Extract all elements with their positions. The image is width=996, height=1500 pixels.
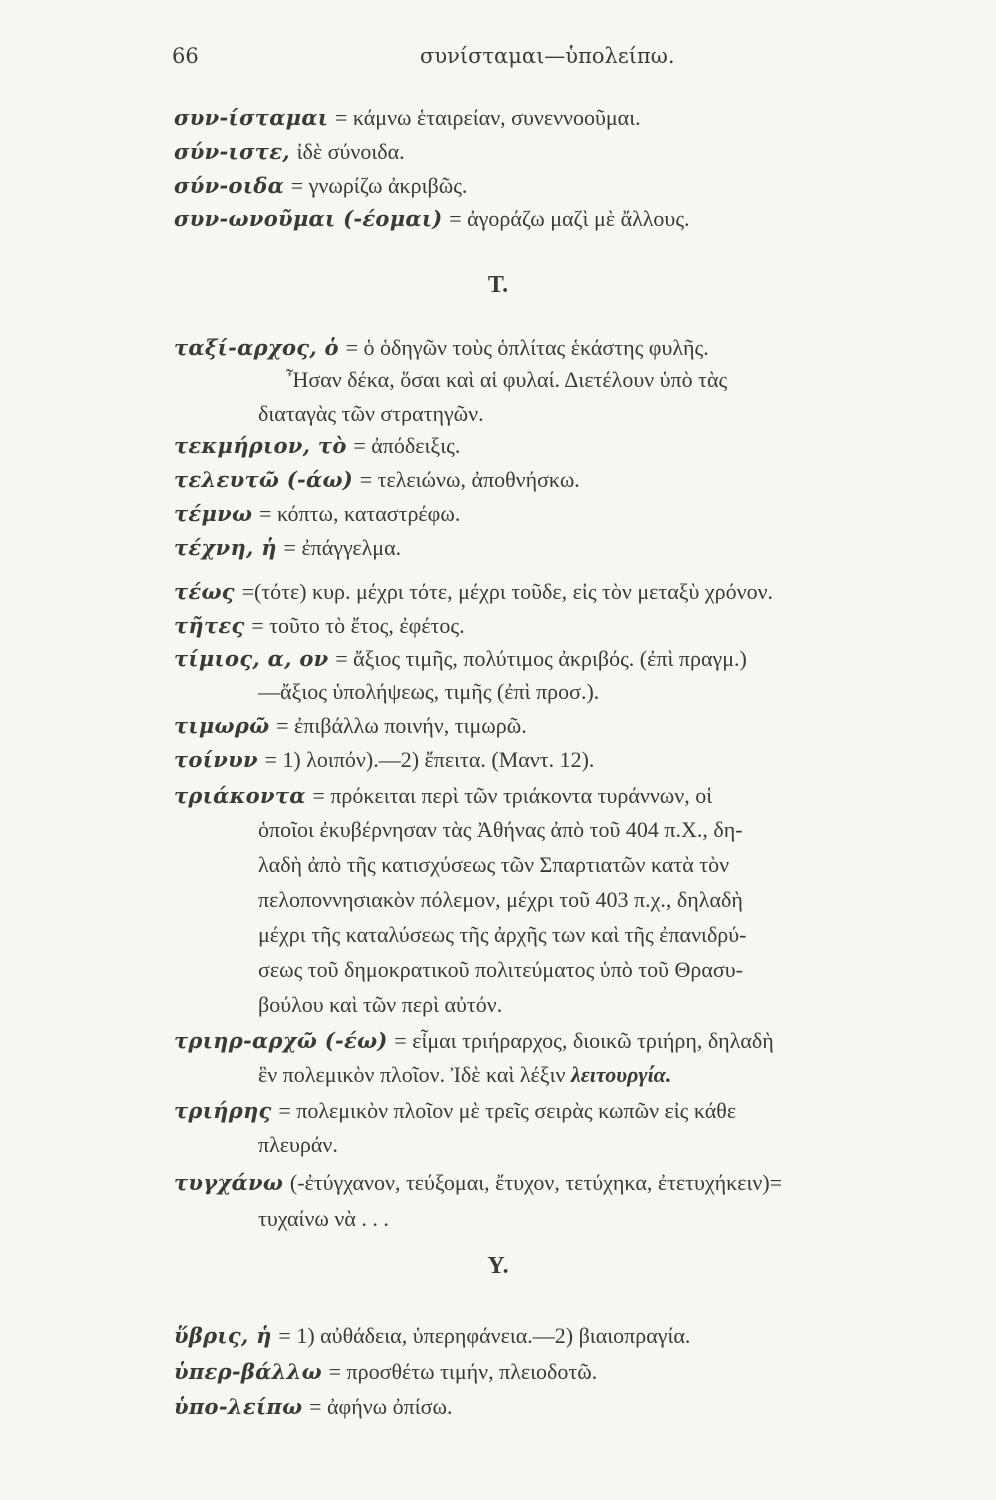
definition: = εἶμαι τριήραρχος, διοικῶ τριήρη, δηλαδὴ xyxy=(394,1028,774,1053)
entry-yperballo xyxy=(174,1358,597,1386)
headword: τῆτες xyxy=(174,613,245,638)
definition: = 1) αὐθάδεια, ὑπερηφάνεια.—2) βιαιοπραγία. xyxy=(278,1323,691,1348)
definition: = προσθέτω τιμήν, πλειοδοτῶ. xyxy=(328,1359,598,1384)
headword: τέμνω xyxy=(174,501,253,526)
headword: τοίνυν xyxy=(174,747,258,772)
entry-timoro xyxy=(174,712,527,740)
definition: = κόπτω, καταστρέφω. xyxy=(259,501,461,526)
headword: ὕβρις, ἡ xyxy=(174,1323,272,1348)
entry-temno xyxy=(174,500,460,528)
definition: = ὁ ὁδηγῶν τοὺς ὁπλίτας ἑκάστης φυλῆς. xyxy=(345,335,709,360)
entry-tetes xyxy=(174,612,465,640)
entry-techni xyxy=(174,534,401,562)
headword: ταξί-αρχος, ὁ xyxy=(174,335,339,360)
headword: τελευτῶ (-άω) xyxy=(174,467,354,492)
headword: συν-ωνοῦμαι (-έομαι) xyxy=(174,206,443,231)
definition: =(τότε) κυρ. μέχρι τότε, μέχρι τοῦδε, εἰς τὸν μεταξὺ χρόνον. xyxy=(241,579,774,604)
entry-triakonta xyxy=(174,782,712,810)
entry-triirarcho xyxy=(174,1027,774,1055)
headword: τεκμήριον, τὸ xyxy=(174,433,347,458)
entry-tekmirion xyxy=(174,432,460,460)
definition: = κάμνω ἑταιρείαν, συνεννοοῦμαι. xyxy=(334,105,641,130)
section-heading-t: Τ. xyxy=(487,272,509,298)
running-title: συνίσταμαι—ὑπολείπω. xyxy=(420,44,675,68)
headword: τέως xyxy=(174,579,235,604)
definition: = ἀφήνω ὀπίσω. xyxy=(309,1394,453,1419)
headword: σύν-ιστε, xyxy=(174,139,290,164)
headword: τριηρ-αρχῶ (-έω) xyxy=(174,1028,388,1053)
definition-continuation: πλευράν. xyxy=(258,1132,338,1157)
entry-taxiarchos xyxy=(174,334,709,362)
headword: τιμωρῶ xyxy=(174,713,270,738)
definition: = πολεμικὸν πλοῖον μὲ τρεῖς σειρὰς κωπῶν εἰς κάθε xyxy=(278,1098,737,1123)
definition-continuation: μέχρι τῆς καταλύσεως τῆς ἀρχῆς των καὶ τῆς ἐπανιδρύ- xyxy=(258,922,747,947)
definition-continuation: τυχαίνω νὰ . . . xyxy=(258,1206,389,1231)
definition-continuation xyxy=(258,1061,671,1089)
definition-continuation: Ἦσαν δέκα, ὅσαι καὶ αἱ φυλαί. Διετέλουν ὑπὸ τὰς xyxy=(286,367,728,392)
definition-continuation: βούλου καὶ τῶν περὶ αὐτόν. xyxy=(258,992,503,1017)
entry-tynchano xyxy=(174,1169,782,1197)
definition: (-ἐτύγχανον, τεύξομαι, ἔτυχον, τετύχηκα, ἐτετυχήκειν)= xyxy=(289,1170,783,1195)
definition-continuation: —ἄξιος ὑπολήψεως, τιμῆς (ἐπὶ προσ.). xyxy=(258,679,600,704)
entry-synoida xyxy=(174,172,467,200)
definition: = ἐπάγγελμα. xyxy=(283,535,402,560)
definition-continuation: λαδὴ ἀπὸ τῆς κατισχύσεως τῶν Σπαρτιατῶν κατὰ τὸν xyxy=(258,852,730,877)
definition: = πρόκειται περὶ τῶν τριάκοντα τυράννων, οἱ xyxy=(312,783,713,808)
definition-continuation: διαταγὰς τῶν στρατηγῶν. xyxy=(258,401,484,426)
headword: ὑπερ-βάλλω xyxy=(174,1359,322,1384)
section-heading-y: Υ. xyxy=(487,1253,509,1279)
definition: = τοῦτο τὸ ἔτος, ἐφέτος. xyxy=(251,613,465,638)
entry-teos xyxy=(174,578,773,606)
definition: = ἀπόδειξις. xyxy=(353,433,461,458)
definition: = γνωρίζω ἀκριβῶς. xyxy=(290,173,468,198)
page-header xyxy=(0,40,996,76)
headword: τίμιος, α, ον xyxy=(174,646,329,671)
headword: τέχνη, ἡ xyxy=(174,535,277,560)
entry-synistamai xyxy=(174,104,641,132)
continuation-text: ἓν πολεμικὸν πλοῖον. Ἰδὲ καὶ λέξιν xyxy=(258,1062,566,1087)
definition: = τελειώνω, ἀποθνήσκω. xyxy=(359,467,580,492)
entry-synonoumai xyxy=(174,205,690,233)
headword: συν-ίσταμαι xyxy=(174,105,329,130)
definition: ἰδὲ σύνοιδα. xyxy=(296,139,405,164)
entry-triiris xyxy=(174,1097,736,1125)
headword: τριάκοντα xyxy=(174,783,306,808)
entry-timios xyxy=(174,645,747,673)
page-number: 66 xyxy=(172,44,199,68)
entry-syniste xyxy=(174,138,405,166)
entry-toinyn xyxy=(174,746,594,774)
definition: = ἄξιος τιμῆς, πολύτιμος ἀκριβός. (ἐπὶ πραγμ.) xyxy=(335,646,747,671)
entry-ybris xyxy=(174,1322,690,1350)
headword: ὑπο-λείπω xyxy=(174,1394,303,1419)
definition: = 1) λοιπόν).—2) ἔπειτα. (Μαντ. 12). xyxy=(264,747,595,772)
definition-continuation: σεως τοῦ δημοκρατικοῦ πολιτεύματος ὑπὸ τοῦ Θρασυ- xyxy=(258,957,744,982)
headword: σύν-οιδα xyxy=(174,173,285,198)
headword: τριήρης xyxy=(174,1098,272,1123)
headword: τυγχάνω xyxy=(174,1170,284,1195)
definition-continuation: ὁποῖοι ἐκυβέρνησαν τὰς Ἀθήνας ἀπὸ τοῦ 404 π.Χ., δη- xyxy=(258,817,743,842)
cross-reference: λειτουργία. xyxy=(570,1062,672,1087)
definition-continuation: πελοποννησιακὸν πόλεμον, μέχρι τοῦ 403 π.χ., δηλαδὴ xyxy=(258,887,743,912)
definition: = ἐπιβάλλω ποινήν, τιμωρῶ. xyxy=(276,713,527,738)
entry-ypoleipo xyxy=(174,1393,453,1421)
entry-teleuto xyxy=(174,466,580,494)
definition: = ἀγοράζω μαζὶ μὲ ἄλλους. xyxy=(449,206,690,231)
